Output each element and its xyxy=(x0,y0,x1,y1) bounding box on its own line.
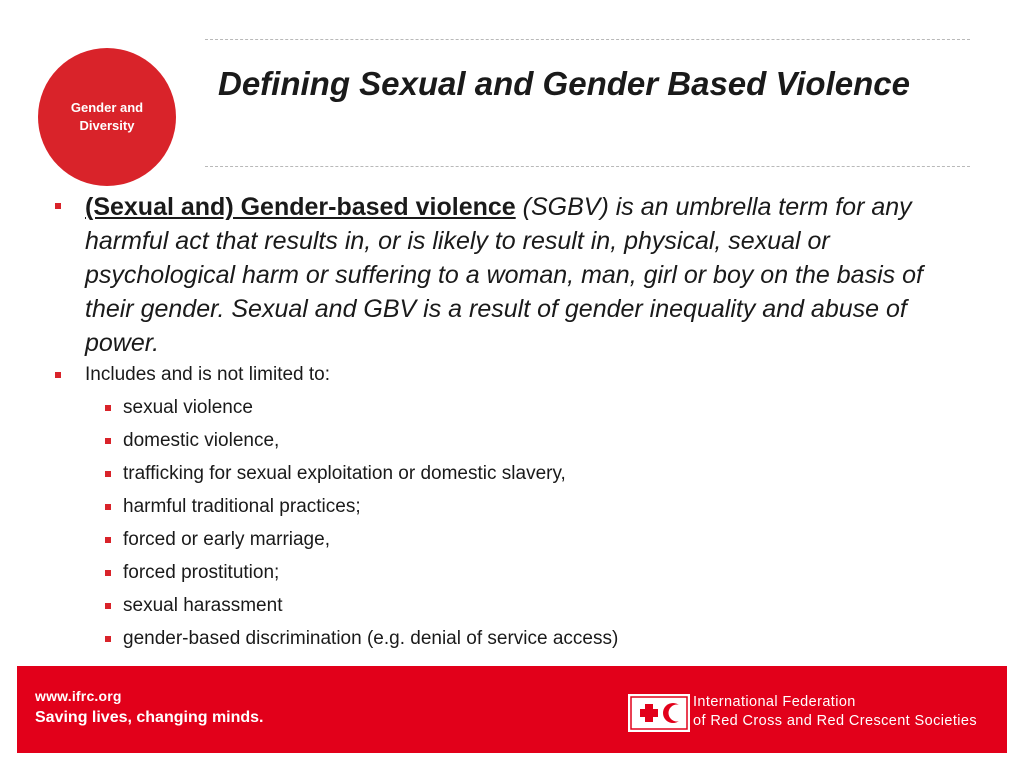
org-name-line2: of Red Cross and Red Crescent Societies xyxy=(693,713,977,729)
org-name-line1: International Federation xyxy=(693,694,856,710)
footer-bar xyxy=(17,666,1007,753)
topic-badge xyxy=(38,48,176,186)
list-item: trafficking for sexual exploitation or domestic slavery, xyxy=(55,457,955,490)
list-item: forced or early marriage, xyxy=(55,523,955,556)
list-item: sexual violence xyxy=(55,391,955,424)
list-item: domestic violence, xyxy=(55,424,955,457)
list-item: forced prostitution; xyxy=(55,556,955,589)
red-cross-crescent-logo-icon xyxy=(628,694,690,732)
title-bottom-divider xyxy=(205,166,970,167)
list-item: gender-based discrimination (e.g. denial of service access) xyxy=(55,622,955,655)
includes-list xyxy=(55,391,955,655)
definition-text: (SGBV) is an umbrella term for any harmful act that results in, or is likely to result in, physical, sexual or psychological harm or suffering to a woman, man, girl or boy on the basis of their gender. Sexual and GBV is a result of gender inequality and abuse of power. xyxy=(85,193,923,357)
topic-badge-label: Gender and Diversity xyxy=(70,100,144,133)
footer-organization xyxy=(693,693,977,731)
list-item: harmful traditional practices; xyxy=(55,490,955,523)
slide-title: Defining Sexual and Gender Based Violence xyxy=(218,65,910,102)
includes-bullet: Includes and is not limited to: xyxy=(55,362,955,388)
list-item: sexual harassment xyxy=(55,589,955,622)
footer-slogan: Saving lives, changing minds. xyxy=(35,709,264,726)
definition-bullet xyxy=(55,190,945,360)
footer-url: www.ifrc.org xyxy=(35,688,122,704)
slide-body xyxy=(55,190,955,655)
definition-term: (Sexual and) Gender-based violence xyxy=(85,193,516,221)
title-top-divider xyxy=(205,39,970,40)
